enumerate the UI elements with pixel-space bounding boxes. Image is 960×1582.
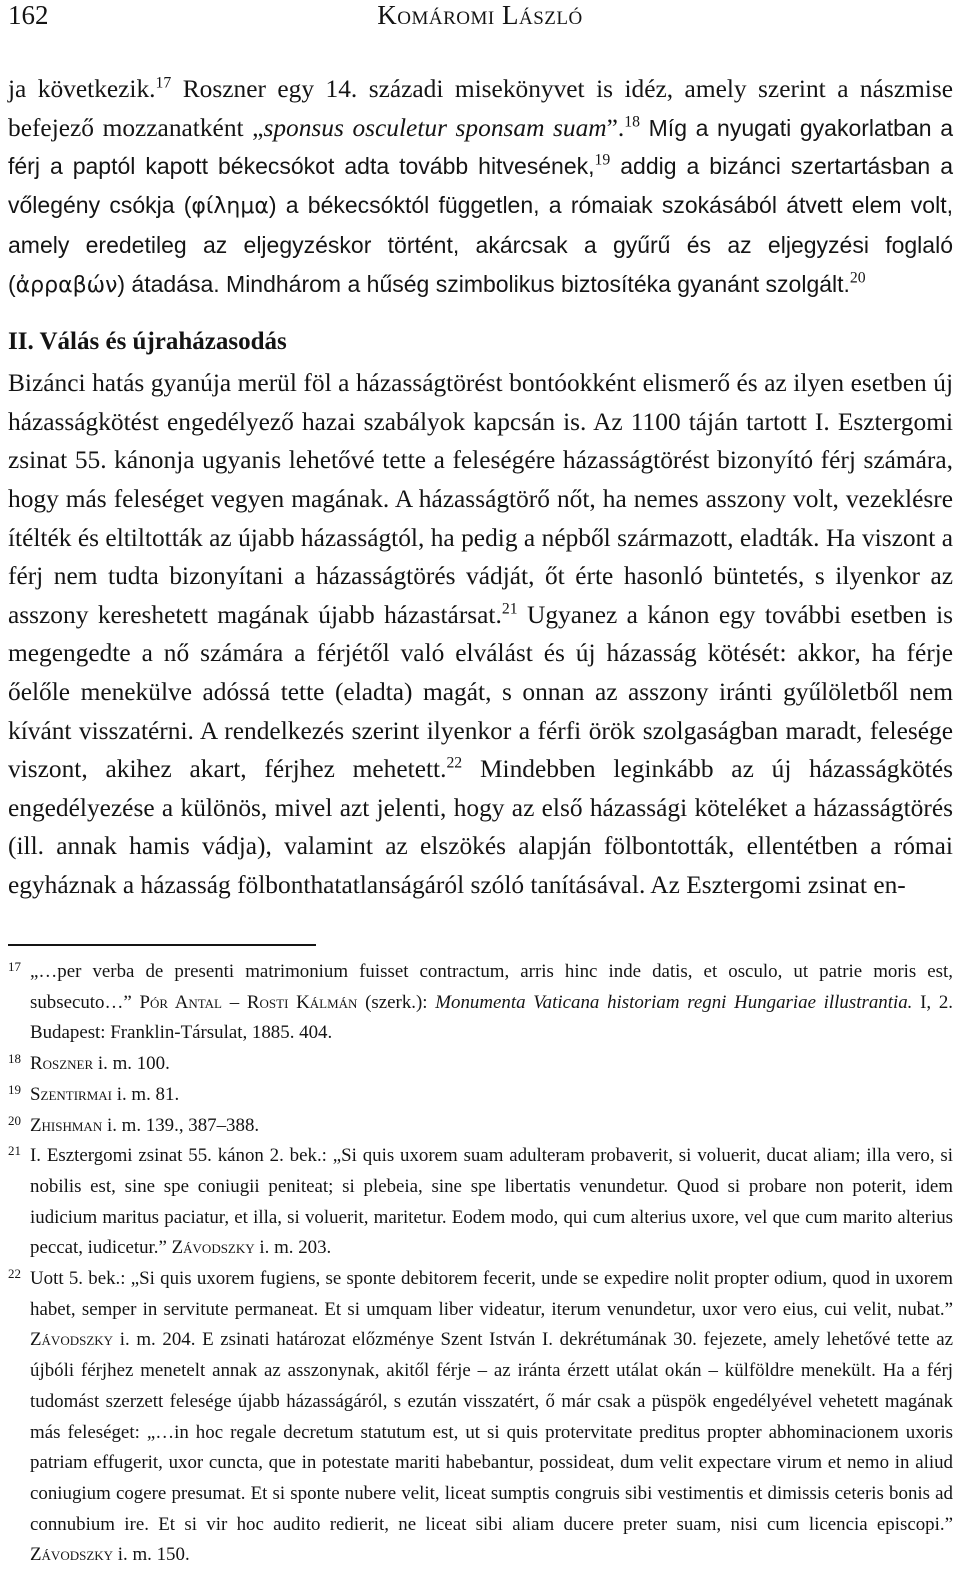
footnote-17: 17 „…per verba de presenti matrimonium fuisset contractum, arris hinc inde datis, et osculo, ut patrie moris est, subsecuto…” Pór Antal – Rosti Kálmán (szerk.): Monumenta Vaticana historiam regni Hungariae illustrantia. I, 2. Budapest: Franklin-Társulat, 1885. 404. — [8, 959, 953, 1044]
running-title: Komáromi László — [377, 0, 583, 30]
footnote-ref-20[interactable]: 20 — [849, 269, 866, 287]
page-number: 162 — [8, 0, 49, 30]
footnote-ref-22[interactable]: 22 — [446, 754, 463, 772]
footnote-ref-17[interactable]: 17 — [155, 74, 172, 92]
paragraph-1: ja következik.$^{17}$ Roszner egy 14. századi misekönyvet is idéz, amely szerint a nászmise befejező mozzanatként „sponsus osculetur sponsam suam”.$^{18}$ Míg a nyugati gyakorlatban a férj a paptól kapott békecsókot adta tovább hitvesének,$^{19}$ addig a bizánci szertartásban a vőlegény csókja (φίλημα) a békecsóktól független, a rómaiak szokásából átvett elem volt, amely eredetileg az eljegyzéskor történt, akárcsak a gyűrű és az eljegyzési foglaló (ἀρραβών) átadása. Mindhárom a hűség szimbolikus biztosítéka gyanánt szolgált.$^{20}$ — [8, 74, 953, 298]
running-head — [0, 0, 960, 30]
greek-word-philema: φίλημα — [191, 193, 269, 219]
footnote-18: 18 Roszner i. m. 100. — [8, 1051, 170, 1075]
footnote-ref-18[interactable]: 18 — [624, 113, 640, 131]
footnote-19: 19 Szentirmai i. m. 81. — [8, 1081, 180, 1105]
paragraph-2: Bizánci hatás gyanúja merül föl a házasságtörést bontóokként elismerő és az ilyen esetben új házasságkötést engedélyező hazai szabályok kapcsán is. Az 1100 táján tartott I. Esztergomi zsinat 55. kánonja ugyanis lehetővé tette a feleségére házasságtörést bizonyító férj számára, hogy más feleséget vegyen magának. A házasságtörő nőt, ha nemes asszony volt, vezeklésre ítélték és eltiltották az újabb házasságtól, ha pedig a népből származott, eladták. Ha viszont a férj nem tudta bizonyítani a házasságtörés vádját, őt érte hasonló büntetés, s ilyenkor az asszony kereshetett magának újabb házastársat.$^{21}$ Ugyanez a kánon egy további esetben is megengedte a nő számára a férjétől való elválást és új házasság kötését: akkor, ha férje őelőle menekülve adóssá tette (eladta) magát, s onnan az asszony iránti gyűlöletből nem kívánt visszatérni. A rendelkezés szerint ilyenkor a férfi örök szolgaságban maradt, felesége viszont, akihez akart, férjhez mehetett.$^{22}$ Mindebben leginkább az új házasságkötés engedélyezése a különös, mivel azt jelenti, hogy az első házassági köteléket a házasságtörés (ill. annak hamis vádja), valamint az elszökés alapján fölbontották, ellentétben a római egyháznak a házasság fölbonthatatlanságáról szóló tanításával. Az Esztergomi zsinat en- — [8, 369, 954, 899]
footnote-ref-21[interactable]: 21 — [501, 600, 518, 618]
footnotes — [8, 957, 953, 1571]
section-heading: II. Válás és újraházasodás — [8, 327, 287, 355]
footnote-ref-19[interactable]: 19 — [594, 151, 611, 169]
footnote-20: 20 Zhishman i. m. 139., 387–388. — [8, 1112, 260, 1136]
greek-word-arrabon: ἀρραβών — [15, 272, 118, 298]
body-text — [8, 70, 953, 904]
footnote-22: 22 Uott 5. bek.: „Si quis uxorem fugiens, se sponte debitorem fecerit, unde se expedire nolit propter odium, quod in uxorem habet, semper in servitute permaneat. Et si umquam liber videatur, iterum venundetur, uxor vero eius, cui velit, nubat.” Závodszky i. m. 204. E zsinati határozat előzménye Szent István I. dekrétumának 30. fejezete, amely lehetővé tette az újbóli férjhez menetelt annak az asszonynak, akitől férje – az iránta érzett utálat okán – külföldre menekült. Ha a férj tudomást szerzett felesége újabb házasságáról, s ezután visszatért, ő már csak a püspök engedélyével vehetett magának más feleséget: „…in hoc regale decretum statutum est, ut si quis protervitate preditus propter abhominacionem uxoris patriam effugerit, uxor cuncta, que in potestate mariti habebantur, possideat, dum velit expectare virum et nemo in aliud coniugium cogere presumat. Et si sponte nubere velit, liceat sumptis congruis sibi vestimentis et dimissis ceteris bonis ad connubium ire. Et si vir hoc audito redierit, ne liceat sibi aliam ducere preter suam, nisi cum licencia episcopi.” Závodszky i. m. 150. — [8, 1266, 953, 1566]
latin-quote: sponsus osculetur sponsam suam — [263, 113, 607, 142]
footnote-21: 21 I. Esztergomi zsinat 55. kánon 2. bek.: „Si quis uxorem suam adulteram probaverit, si voluerit, ducat aliam; illa vero, si nobilis est, sine spe coniugii peniteat; si plebeia, sine spe libertatis venundetur. Quod si probare non poterit, idem iudicium maritus paciatur, et illa, si voluerit, maritetur. Eodem modo, qui cum alterius uxore, vel que cum marito alterius peccat, iudicetur.” Závodszky i. m. 203. — [8, 1143, 953, 1259]
footnote-separator — [8, 944, 316, 946]
